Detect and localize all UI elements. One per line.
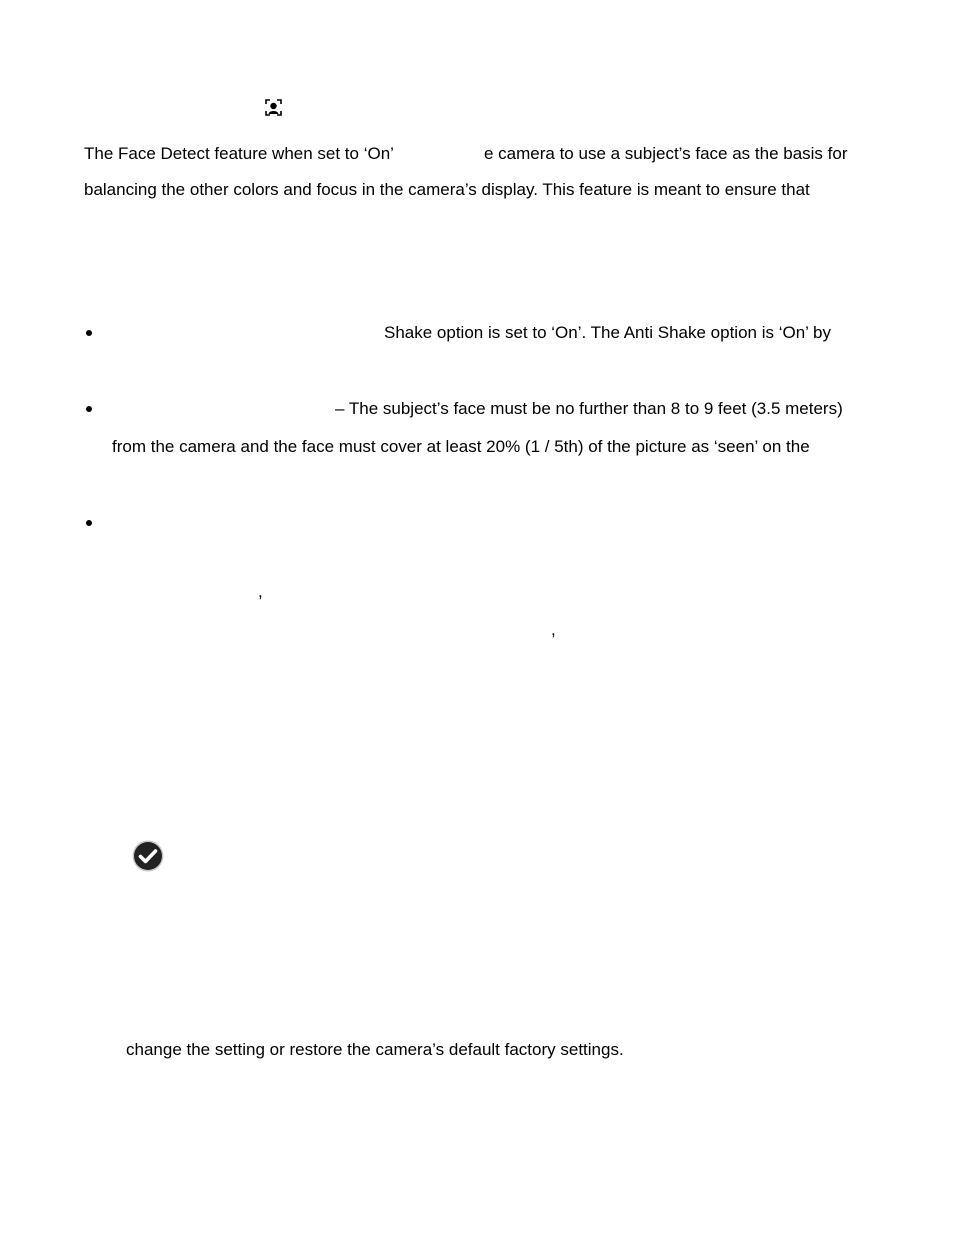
bullet-marker	[86, 406, 92, 412]
bullet-marker	[86, 330, 92, 336]
bullet-1-line-1: Shake option is set to ‘On’. The Anti Shake option is ‘On’ by	[384, 323, 831, 342]
face-detect-icon	[265, 99, 282, 116]
intro-line-1-left: The Face Detect feature when set to ‘On’	[84, 144, 394, 163]
intro-line-1-right: e camera to use a subject’s face as the basis for	[484, 144, 848, 163]
text-fragment-comma: ,	[258, 582, 263, 601]
footer-text: change the setting or restore the camera’s default factory settings.	[126, 1040, 624, 1059]
bullet-2-line-2: from the camera and the face must cover at least 20% (1 / 5th) of the picture as ‘seen’ on the	[112, 437, 810, 456]
checkmark-circle-icon	[132, 840, 164, 872]
intro-line-2: balancing the other colors and focus in the camera’s display. This feature is meant to ensure that	[84, 180, 810, 199]
bullet-marker	[86, 520, 92, 526]
bullet-2-line-1: – The subject’s face must be no further than 8 to 9 feet (3.5 meters)	[335, 399, 843, 418]
text-fragment-comma: ,	[551, 620, 556, 639]
